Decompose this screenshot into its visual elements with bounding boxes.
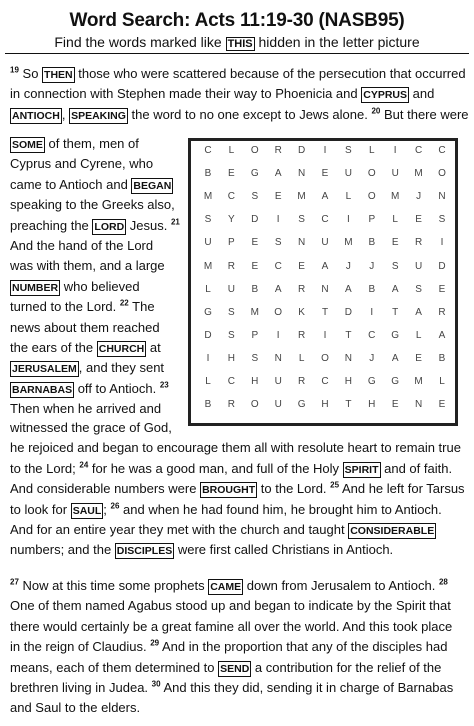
text-line: [10, 297, 186, 317]
grid-letter: G: [391, 376, 400, 387]
word-search-grid: [188, 138, 458, 426]
grid-letter: T: [392, 306, 399, 318]
text-span: And for an entire year they met with the church and taught: [10, 521, 349, 537]
grid-letter: M: [391, 191, 400, 203]
text-line: [10, 678, 466, 698]
text-line: [10, 418, 466, 438]
text-span: he rejoiced and began to encourage them all with resolute heart to remain true: [10, 440, 461, 456]
grid-letter: A: [321, 191, 329, 203]
grid-letter: O: [367, 191, 376, 203]
grid-letter: A: [415, 306, 422, 318]
grid-letter: J: [369, 352, 375, 364]
text-line: [10, 134, 186, 154]
text-span: Cyprus and Cyrene, who: [10, 156, 154, 172]
grid-letter: I: [440, 237, 444, 249]
grid-letter: I: [276, 214, 280, 226]
text-line: [10, 195, 186, 215]
grid-letter: O: [250, 145, 259, 156]
grid-letter: C: [368, 329, 376, 341]
text-line: [10, 637, 466, 657]
boxed-word: DISCIPLES: [116, 545, 173, 558]
text-line: [10, 596, 466, 616]
text-span: So: [18, 66, 43, 81]
grid-letter: U: [274, 399, 282, 411]
grid-letter: D: [344, 306, 352, 318]
text-span: to the Lord;: [10, 460, 80, 476]
grid-letter: L: [205, 283, 211, 295]
grid-letter: L: [205, 376, 211, 387]
grid-letter: S: [438, 214, 446, 226]
grid-letter: E: [391, 399, 399, 411]
text-span: and when he had found him, he brought him to Antioch.: [119, 501, 442, 517]
grid-letter: H: [368, 399, 376, 411]
grid-letter: M: [344, 237, 353, 249]
grid-letter: S: [251, 191, 259, 203]
grid-letter: M: [297, 191, 306, 203]
grid-letter: G: [204, 306, 212, 318]
text-span: preaching the: [10, 217, 93, 233]
passage-intro: [10, 64, 469, 125]
boxed-word: THEN: [44, 69, 73, 81]
boxed-word: ANTIOCH: [12, 109, 60, 122]
grid-letter: S: [204, 214, 212, 226]
text-span: numbers; and the: [10, 542, 115, 558]
text-span: who believed: [60, 278, 140, 294]
text-line: [10, 438, 466, 458]
grid-letter: C: [274, 260, 282, 272]
grid-letter: N: [414, 399, 423, 411]
grid-letter: E: [438, 283, 446, 295]
grid-letter: B: [438, 352, 446, 364]
grid-letter: A: [438, 329, 446, 341]
text-span: there would certainly be a great famine all over the world. And this took place: [10, 618, 453, 634]
text-span: were first called Christians in Antioch.: [174, 542, 394, 558]
grid-letter: O: [250, 399, 259, 411]
grid-letter: U: [414, 260, 423, 272]
text-line: [10, 105, 469, 125]
grid-letter: N: [297, 237, 306, 249]
grid-letter: O: [367, 168, 376, 180]
grid-letter: G: [297, 399, 306, 411]
grid-letter: R: [227, 260, 235, 272]
text-span: those who were scattered because of the persecution that occurred: [74, 66, 466, 81]
grid-letter: S: [298, 214, 305, 226]
grid-letter: U: [227, 283, 235, 295]
grid-letter: E: [415, 214, 422, 226]
text-span: and: [409, 86, 435, 102]
grid-letter: R: [414, 237, 423, 249]
text-line: [10, 520, 466, 540]
grid-letter: S: [415, 283, 422, 295]
grid-letter: U: [344, 168, 352, 180]
grid-letter: E: [298, 260, 305, 272]
grid-letter: B: [204, 168, 212, 180]
grid-letter: H: [227, 352, 235, 364]
grid-letter: M: [414, 168, 423, 180]
grid-letter: D: [251, 214, 259, 226]
verse-number: 21: [170, 217, 180, 227]
text-span: ;: [103, 501, 111, 517]
boxed-word: SPIRIT: [344, 463, 379, 476]
text-line: [10, 216, 186, 236]
grid-letter: C: [414, 145, 423, 156]
verse-number: 19: [10, 65, 19, 75]
text-span: was with them, and a large: [10, 258, 165, 274]
grid-letter: D: [297, 145, 306, 156]
grid-letter: S: [391, 260, 399, 272]
grid-letter: E: [415, 352, 422, 364]
grid-letter: I: [393, 145, 397, 156]
grid-letter: B: [251, 283, 259, 295]
grid-letter: P: [228, 237, 235, 249]
text-line: [10, 318, 186, 338]
grid-letter: I: [347, 214, 350, 226]
text-span: of them, men of: [44, 136, 139, 151]
grid-letter: A: [321, 260, 329, 272]
grid-letter: E: [228, 168, 235, 180]
instructions: [0, 34, 474, 50]
boxed-word: CYPRUS: [363, 89, 407, 102]
grid-letter: L: [392, 214, 398, 226]
grid-letter: H: [321, 399, 329, 411]
grid-letter: T: [345, 399, 352, 411]
grid-letter: L: [415, 329, 422, 341]
grid-letter: L: [439, 376, 445, 387]
text-span: at: [146, 339, 161, 355]
grid-letter: A: [391, 352, 399, 364]
grid-letter: B: [368, 237, 376, 249]
text-span: Now at this time some prophets: [18, 578, 209, 593]
grid-letter: R: [297, 329, 306, 341]
grid-letter: J: [369, 260, 375, 272]
text-line: [10, 540, 466, 560]
text-line: [10, 175, 186, 195]
text-span: And considerable numbers were: [10, 481, 201, 497]
text-span: in connection with Stephen made their way to Phoenicia and: [10, 86, 362, 102]
text-line: [10, 64, 466, 84]
grid-letter: O: [438, 168, 446, 180]
grid-letter: N: [344, 352, 352, 364]
text-line: [10, 576, 466, 596]
text-line: [10, 256, 186, 276]
grid-letter: L: [369, 145, 375, 156]
grid-letter: M: [250, 306, 259, 318]
text-span: brethren living in Judea.: [10, 679, 152, 695]
text-span: And this they did, sending it in charge of Barnabas: [160, 679, 454, 695]
grid-letter: L: [345, 191, 352, 203]
grid-letter: M: [414, 376, 423, 387]
grid-letter: S: [228, 329, 235, 341]
grid-letter: A: [345, 283, 352, 295]
text-line: [10, 379, 186, 399]
grid-letter: I: [323, 329, 327, 341]
text-span: The: [128, 299, 155, 315]
page-title: Word Search: Acts 11:19-30 (NASB95): [69, 10, 405, 31]
text-span: , and they sent: [78, 360, 165, 376]
text-span: means, each of them determined to: [10, 659, 219, 675]
text-span: the word to no one except to Jews alone.: [127, 106, 372, 122]
text-line: [10, 658, 466, 678]
grid-letter: N: [321, 283, 329, 295]
grid-letter: I: [323, 145, 327, 156]
boxed-word: CONSIDERABLE: [350, 524, 435, 537]
text-line: [10, 500, 466, 520]
text-span: turned to the Lord.: [10, 299, 120, 315]
boxed-word: SOME: [12, 139, 43, 151]
grid-letter: N: [438, 191, 446, 203]
verse-number: 20: [371, 106, 381, 116]
grid-letter: A: [274, 168, 282, 180]
boxed-word: SEND: [220, 662, 250, 675]
grid-letter: J: [345, 260, 351, 272]
grid-letter: J: [416, 191, 422, 203]
grid-letter: C: [438, 145, 446, 156]
text-line: [10, 236, 186, 256]
grid-letter: I: [206, 352, 210, 364]
text-line: [10, 358, 186, 378]
text-span: But there were: [380, 106, 469, 122]
verse-number: 23: [159, 380, 169, 390]
text-span: down from Jerusalem to Antioch.: [243, 578, 439, 593]
grid-letter: T: [321, 306, 329, 318]
grid-letter: O: [321, 352, 329, 364]
verse-number: 24: [79, 460, 89, 470]
example-boxed-word: THIS: [227, 38, 253, 50]
grid-letter: M: [203, 260, 213, 272]
verse-number: 29: [150, 638, 160, 648]
passage-side-column: [10, 134, 186, 419]
text-line: [10, 617, 466, 637]
verse-number: 28: [438, 577, 448, 587]
text-span: the ears of the: [10, 339, 97, 355]
boxed-word: CAME: [210, 581, 242, 593]
grid-letter: B: [204, 399, 212, 411]
grid-letter: R: [438, 306, 446, 318]
grid-letter: D: [438, 260, 446, 272]
grid-letter: T: [345, 329, 352, 341]
instructions-before: Find the words marked like: [54, 34, 226, 50]
text-span: And the hand of the Lord: [10, 237, 154, 253]
grid-letter: U: [204, 237, 212, 249]
boxed-word: CHURCH: [98, 342, 145, 355]
instructions-after: hidden in the letter picture: [254, 34, 420, 50]
grid-letter: E: [251, 237, 259, 249]
text-line: [10, 277, 186, 297]
boxed-word: BARNABAS: [12, 383, 73, 396]
grid-letter: E: [321, 168, 329, 180]
grid-letter: G: [391, 329, 400, 341]
text-span: a contribution for the relief of the: [251, 659, 442, 675]
text-line: [10, 459, 466, 479]
text-line: [10, 399, 186, 419]
text-span: And he left for Tarsus: [339, 481, 465, 497]
grid-letter: E: [438, 399, 446, 411]
grid-letter: U: [391, 168, 399, 180]
text-line: [10, 84, 462, 104]
text-span: off to Antioch.: [74, 380, 160, 396]
text-span: to the Lord.: [257, 481, 331, 497]
grid-letter: H: [251, 376, 259, 387]
grid-letter: E: [391, 237, 399, 249]
boxed-word: BEGAN: [133, 179, 172, 192]
grid-letter: Y: [228, 214, 235, 226]
text-line: [10, 698, 466, 718]
grid-letter: K: [298, 306, 305, 318]
text-line: [10, 479, 466, 499]
grid-letter: M: [203, 191, 213, 203]
passage-second-paragraph: [10, 576, 466, 719]
grid-letter: G: [250, 168, 259, 180]
grid-letter: G: [367, 376, 376, 387]
grid-letter: P: [251, 329, 259, 341]
grid-letter: S: [251, 352, 259, 364]
grid-letter: L: [298, 352, 305, 364]
grid-letter: C: [321, 214, 329, 226]
text-line: [10, 338, 186, 358]
grid-letter: I: [276, 329, 280, 341]
grid-letter: P: [368, 214, 376, 226]
text-span: One of them named Agabus stood up and began to indicate by the Spirit that: [10, 598, 451, 614]
boxed-word: SPEAKING: [71, 109, 126, 122]
grid-letter: R: [227, 399, 235, 411]
grid-letter: H: [344, 376, 352, 387]
text-span: and of faith.: [380, 460, 453, 476]
grid-letter: E: [251, 260, 259, 272]
grid-letter: O: [274, 306, 283, 318]
text-span: in the reign of Claudius.: [10, 639, 151, 655]
verse-number: 25: [330, 480, 340, 490]
boxed-word: BROUGHT: [202, 484, 256, 497]
boxed-word: JERUSALEM: [12, 363, 77, 376]
grid-letter: D: [204, 329, 212, 341]
grid-letter: R: [297, 376, 306, 387]
grid-letter: N: [297, 168, 306, 180]
text-span: witnessed the grace of God,: [10, 420, 172, 435]
text-span: and Saul to the elders.: [10, 700, 141, 716]
boxed-word: LORD: [94, 220, 125, 233]
text-span: And in the proportion that any of the disciples had: [159, 639, 448, 655]
text-span: Jesus.: [126, 217, 171, 233]
verse-number: 27: [10, 577, 19, 587]
grid-letter: B: [368, 283, 376, 295]
grid-letter: C: [321, 376, 329, 387]
verse-number: 26: [110, 501, 120, 511]
verse-number: 22: [119, 298, 129, 308]
grid-letter: U: [274, 376, 282, 387]
grid-letter: L: [228, 145, 235, 156]
grid-letter: C: [227, 376, 235, 387]
text-span: ,: [61, 106, 70, 122]
grid-letter: C: [227, 191, 235, 203]
grid-letter: I: [370, 306, 374, 318]
text-line: [10, 154, 186, 174]
text-span: came to Antioch and: [10, 176, 132, 192]
text-span: for he was a good man, and full of the Holy: [88, 460, 343, 476]
grid-letter: C: [204, 145, 212, 156]
text-span: Then when he arrived and: [10, 401, 162, 417]
grid-letter: U: [321, 237, 329, 249]
boxed-word: SAUL: [72, 504, 102, 517]
grid-letter: S: [228, 306, 235, 318]
text-span: speaking to the Greeks also,: [10, 197, 175, 213]
verse-number: 30: [151, 679, 161, 689]
grid-letter: A: [274, 283, 282, 295]
grid-letter: R: [274, 145, 282, 156]
grid-letter: S: [274, 237, 282, 249]
text-span: to look for: [10, 501, 71, 517]
boxed-word: NUMBER: [12, 281, 59, 294]
grid-letter: R: [297, 283, 306, 295]
grid-letter: S: [345, 145, 352, 156]
text-span: news about them reached: [10, 319, 160, 335]
title-divider: [5, 53, 469, 54]
passage-continued: [10, 418, 466, 561]
grid-letter: E: [274, 191, 282, 203]
grid-letter: A: [391, 283, 399, 295]
grid-letter: N: [274, 352, 282, 364]
